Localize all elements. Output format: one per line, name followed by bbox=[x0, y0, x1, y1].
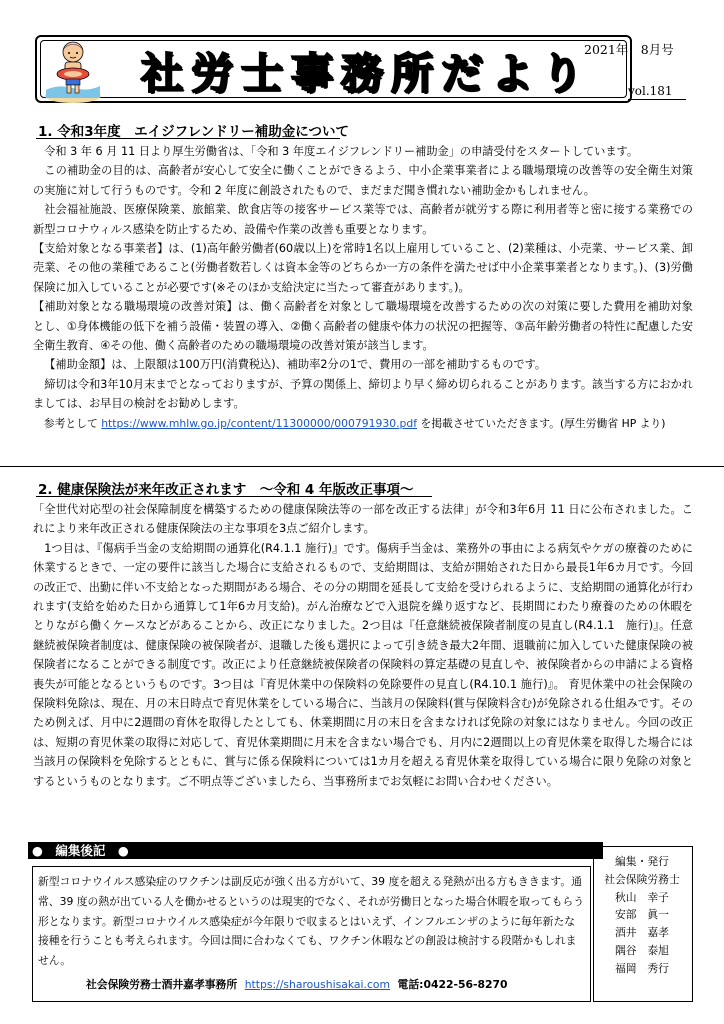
section1-paragraph: 【補助対象となる職場環境の改善対策】は、働く高齢者を対象として職場環境を改善するための次の対策に要した費用を補助対象とし、①身体機能の低下を補う設備・装置の導入、②働く高齢者の健康や体力の状況の把握等、③高年齢労働者の特性に配慮した安全衛生教育、④その他、働く高齢者のための職場環境の改善対策が該当します。 bbox=[33, 300, 693, 353]
mhlw-pdf-link[interactable]: https://www.mhlw.go.jp/content/11300000/000791930.pdf bbox=[101, 416, 418, 430]
reference-prefix: 参考として bbox=[43, 416, 98, 430]
section1-reference bbox=[33, 414, 693, 433]
volume-underline bbox=[628, 99, 686, 100]
staff-name: 酒井 嘉孝 bbox=[615, 926, 669, 940]
staff-name: 秋山 幸子 bbox=[615, 890, 669, 904]
office-phone: 電話:0422-56-8270 bbox=[397, 978, 508, 991]
section2-heading: 2. 健康保険法が来年改正されます ～令和 4 年版改正事項～ bbox=[38, 482, 414, 498]
volume-number: vol.181 bbox=[628, 84, 673, 98]
section1-paragraph: 【補助金額】は、上限額は100万円(消費税込)、補助率2分の1で、費用の一部を補助するものです。 bbox=[44, 358, 547, 372]
section2-body bbox=[33, 500, 693, 791]
staff-name: 福岡 秀行 bbox=[615, 961, 669, 975]
staff-label: 社会保険労務士 bbox=[604, 872, 680, 886]
child-swimmer-illustration bbox=[44, 38, 102, 104]
office-contact-line bbox=[86, 977, 508, 992]
staff-list bbox=[593, 853, 691, 978]
issue-date: 2021年 8月号 bbox=[584, 42, 674, 57]
section1-paragraph: 【支給対象となる事業者】は、(1)高年齢労働者(60歳以上)を常時1名以上雇用していること、(2)業種は、小売業、サービス業、卸売業、その他の業種であること(労働者数若しくは資本金等のどちらか一方の条件を満たせば中小企業事業者となります。)、(3)労働保険に加入していることが必要です(※そのほか支給決定に当たって審査があります。)。 bbox=[33, 242, 693, 294]
section1-paragraph: この補助金の目的は、高齢者が安心して安全に働くことができるよう、中小企業事業者による職場環境の改善等の安全衛生対策の実施に対して行うものです。令和 2 年度に創設されたもので、まだまだ聞き慣れない補助金かもしれません。 bbox=[33, 164, 693, 197]
section-divider bbox=[0, 466, 724, 467]
reference-suffix: を掲載させていただきます。(厚生労働省 HP より) bbox=[420, 416, 666, 430]
masthead-frame bbox=[35, 35, 632, 103]
section2-paragraph: 「全世代対応型の社会保障制度を構築するための健康保険法等の一部を改正する法律」が令和3年6月 11 日に公布されました。これにより来年改正される健康保険法の主な事項を3点ご紹介します。 bbox=[33, 503, 693, 536]
section1-heading-underline bbox=[36, 138, 340, 139]
editor-note-title: ● 編集後記 ● bbox=[32, 843, 129, 858]
section1-heading: 1. 令和3年度 エイジフレンドリー補助金について bbox=[38, 124, 349, 140]
section2-paragraph: 1つ目は、『傷病手当金の支給期間の通算化(R4.1.1 施行)』です。傷病手当金は、業務外の事由による病気やケガの療養のために休業するときで、一定の要件に該当した場合に支給されるもので、支給期間は、支給が開始された日から最長1年6カ月です。今回の改正で、出勤に伴い不支給となった期間がある場合、その分の期間を延長して支給を受けられるように、支給期間の通算化が行われます(支給を始めた日から通算して1年6カ月支給)。がん治療などで入退院を繰り返すなど、長期間にわたり療養のための休暇をとりながら働くケースなどがあることから、改正になりました。2つ目は『任意継続被保険者制度の見直し(R4.1.1 施行)』。任意継続被保険者制度は、健康保険の被保険者が、退職した後も選択によって引き続き最大2年間、退職前に加入していた健康保険の被保険者になることができる制度です。改正により任意継続被保険者の保険料の算定基礎の見直しや、被保険者からの申請による資格喪失が可能となるというものです。3つ目は『育児休業中の保険料の免除要件の見直し(R4.10.1 施行)』。 育児休業中の社会保険の保険料免除は、現在、月の末日時点で育児休業をしている場合に、当該月の保険料(賞与保険料含む)が免除される仕組みです。そのため例えば、月中に2週間の育休を取得したとしても、休業期間に月の末日を含まなければ免除の対象にはなりません。今回の改正は、短期の育児休業の取得に対応して、育児休業期間に月末を含まない場合でも、月内に2週間以上の育児休業を取得した場合には当該月の保険料を免除するとともに、賞与に係る保険料については1カ月を超える育児休業を取得している場合に限り免除の対象とするというものとなります。ご不明点等ございましたら、当事務所までお気軽にお問い合わせください。 bbox=[33, 541, 693, 788]
section1-body bbox=[33, 142, 693, 433]
staff-name: 安部 眞一 bbox=[615, 908, 669, 922]
staff-label: 編集・発行 bbox=[615, 855, 669, 868]
section1-paragraph: 社会福祉施設、医療保険業、旅館業、飲食店等の接客サービス業等では、高齢者が就労する際に利用者等と密に接する業務での新型コロナウィルス感染を防止するため、設備や作業の改善も重要となります。 bbox=[33, 203, 693, 236]
section1-paragraph: 締切は令和3年10月末までとなっておりますが、予算の関係上、締切より早く締め切られることがあります。該当する方におかれましては、お早目の検討をお勧めします。 bbox=[33, 377, 693, 411]
section2-heading-underline bbox=[36, 496, 432, 497]
office-name: 社会保険労務士酒井嘉孝事務所 bbox=[86, 978, 238, 991]
newsletter-title: 社労士事務所だより bbox=[141, 49, 592, 98]
staff-name: 隅谷 泰旭 bbox=[615, 943, 669, 957]
editor-note-text: 新型コロナウイルス感染症のワクチンは副反応が強く出る方がいて、39 度を超える発熱が出る方もききます。通常、39 度の熱が出ている人を働かせるというのは現実的でなく、それが労働日となった場合休暇を取ってもらう形となります。新型コロナウイルス感染症が今年限りで収まるとはいえず、インフルエンザのように毎年新たな接種を行うことも考えられます。今回は間に合わなくても、ワクチン休暇などの創設は検討する段階かもしれません。 bbox=[38, 875, 584, 968]
office-website-link[interactable]: https://sharoushisakai.com bbox=[244, 978, 391, 991]
section1-paragraph: 令和 3 年 6 月 11 日より厚生労働省は、「令和 3 年度エイジフレンドリー補助金」の申請受付をスタートしています。 bbox=[44, 145, 639, 158]
